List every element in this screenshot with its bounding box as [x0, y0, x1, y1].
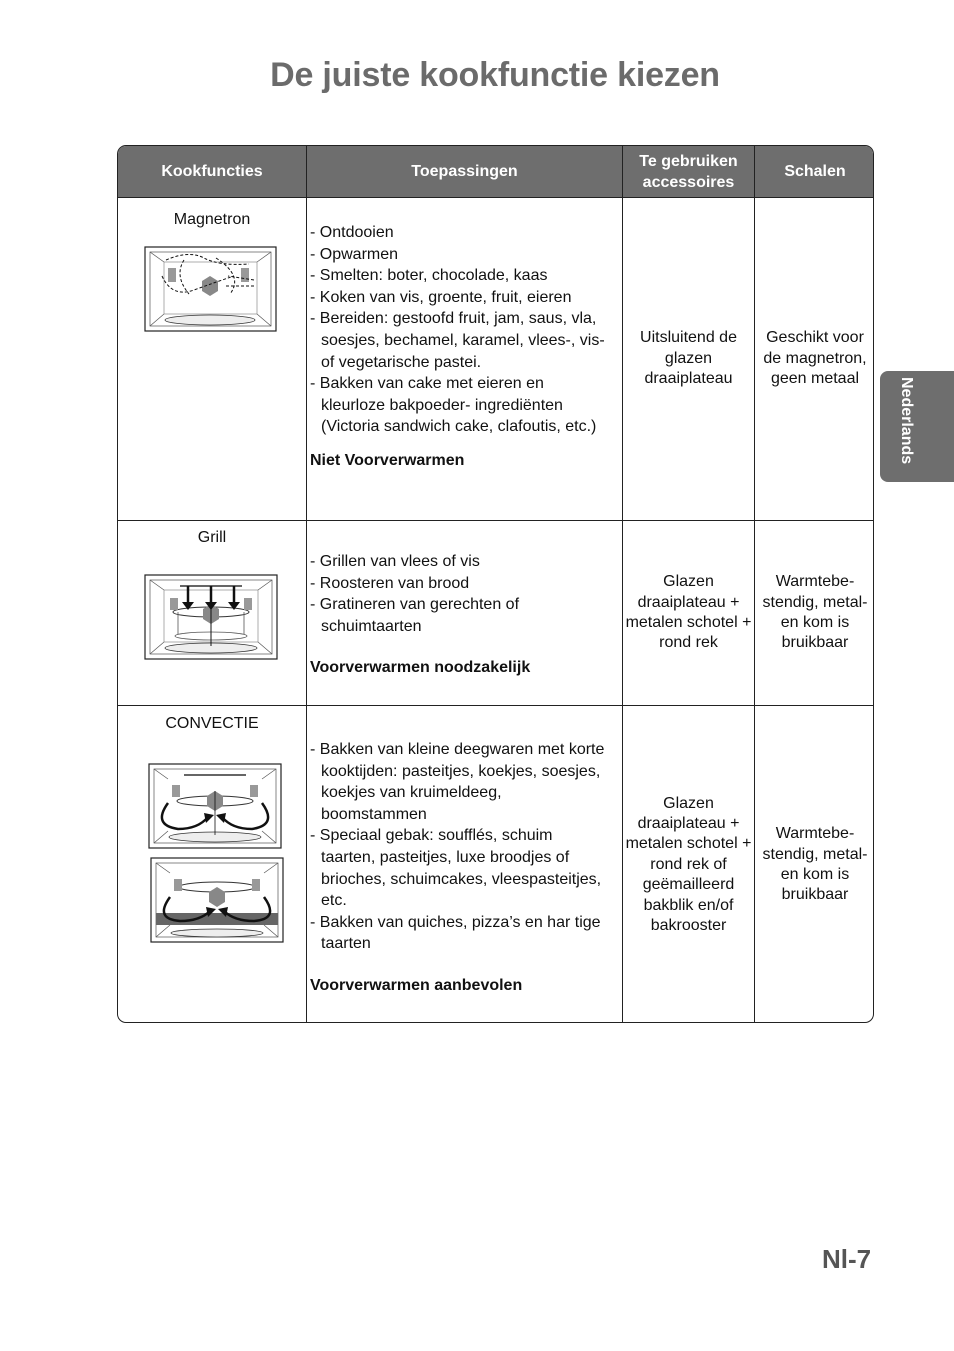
application-item: - Bakken van kleine deegwaren met korte kooktijden: pasteitjes, koekjes, soesjes, koekjes van kruimeldeeg, boomstammen: [310, 741, 605, 823]
function-name-convectie: CONVECTIE: [165, 715, 259, 732]
page-title: De juiste kookfunctie kiezen: [270, 56, 720, 94]
dishes-convectie: Warmtebe- stendig, metal- en kom is bruikbaar: [762, 825, 868, 904]
application-item: - Smelten: boter, chocolade, kaas: [310, 267, 548, 285]
language-tab-label: Nederlands: [898, 377, 915, 465]
page-number: Nl-7: [822, 1244, 872, 1274]
application-item: - Bakken van cake met eieren en kleurloze bakpoeder- ingrediënten (Victoria sandwich cake, clafoutis, etc.): [310, 375, 597, 436]
grill-diagram: [144, 574, 278, 660]
application-item: - Gratineren van gerechten of schuimtaarten: [310, 596, 520, 635]
header-toepassingen: Toepassingen: [307, 146, 622, 197]
convection-diagram: [148, 763, 282, 849]
preheat-note: Niet Voorverwarmen: [310, 451, 465, 469]
function-name-grill: Grill: [197, 529, 227, 546]
application-item: - Speciaal gebak: soufflés, schuim taarten, pasteitjes, luxe broodjes of brioches, schuimcakes, vleespasteitjes, etc.: [310, 827, 602, 910]
column-divider: [306, 146, 307, 1022]
application-item: - Grillen van vlees of vis: [310, 553, 480, 570]
accessories-convectie: Glazen draaiplateau + metalen schotel + rond rek of geëmailleerd bakblik en/of bakrooster: [625, 794, 752, 935]
header-accessoires: Te gebruiken accessoires: [623, 146, 754, 197]
preheat-note: Voorverwarmen noodzakelijk: [310, 659, 531, 677]
application-item: - Opwarmen: [310, 245, 399, 263]
microwave-diagram: [144, 246, 277, 332]
function-name-magnetron: Magnetron: [173, 211, 251, 228]
language-tab: [880, 371, 954, 482]
dishes-magnetron: Geschikt voor de magnetron, geen metaal: [763, 329, 867, 388]
application-item: - Bakken van quiches, pizza’s en har tige taarten: [310, 913, 601, 953]
applications-magnetron: [310, 222, 610, 472]
applications-grill: [310, 551, 610, 679]
dishes-grill: Warmtebe- stendig, metal- en kom is bruikbaar: [762, 573, 868, 652]
accessories-grill: Glazen draaiplateau + metalen schotel + rond rek: [625, 573, 752, 652]
preheat-note: Voorverwarmen aanbevolen: [310, 976, 523, 994]
application-item: - Bereiden: gestoofd fruit, jam, saus, vla, soesjes, bechamel, karamel, vlees-, vis- of vegetarische pastei.: [310, 310, 605, 371]
application-item: - Roosteren van brood: [310, 574, 470, 592]
header-schalen: Schalen: [755, 146, 874, 197]
applications-convectie: [310, 739, 610, 997]
cooking-function-table: [117, 145, 874, 1023]
convection-bakplate-diagram: [150, 857, 284, 943]
application-item: - Koken van vis, groente, fruit, eieren: [310, 288, 572, 306]
accessories-magnetron: Uitsluitend de glazen draaiplateau: [640, 329, 737, 388]
application-item: - Ontdooien: [310, 224, 394, 241]
header-kookfuncties: Kookfuncties: [118, 146, 306, 197]
